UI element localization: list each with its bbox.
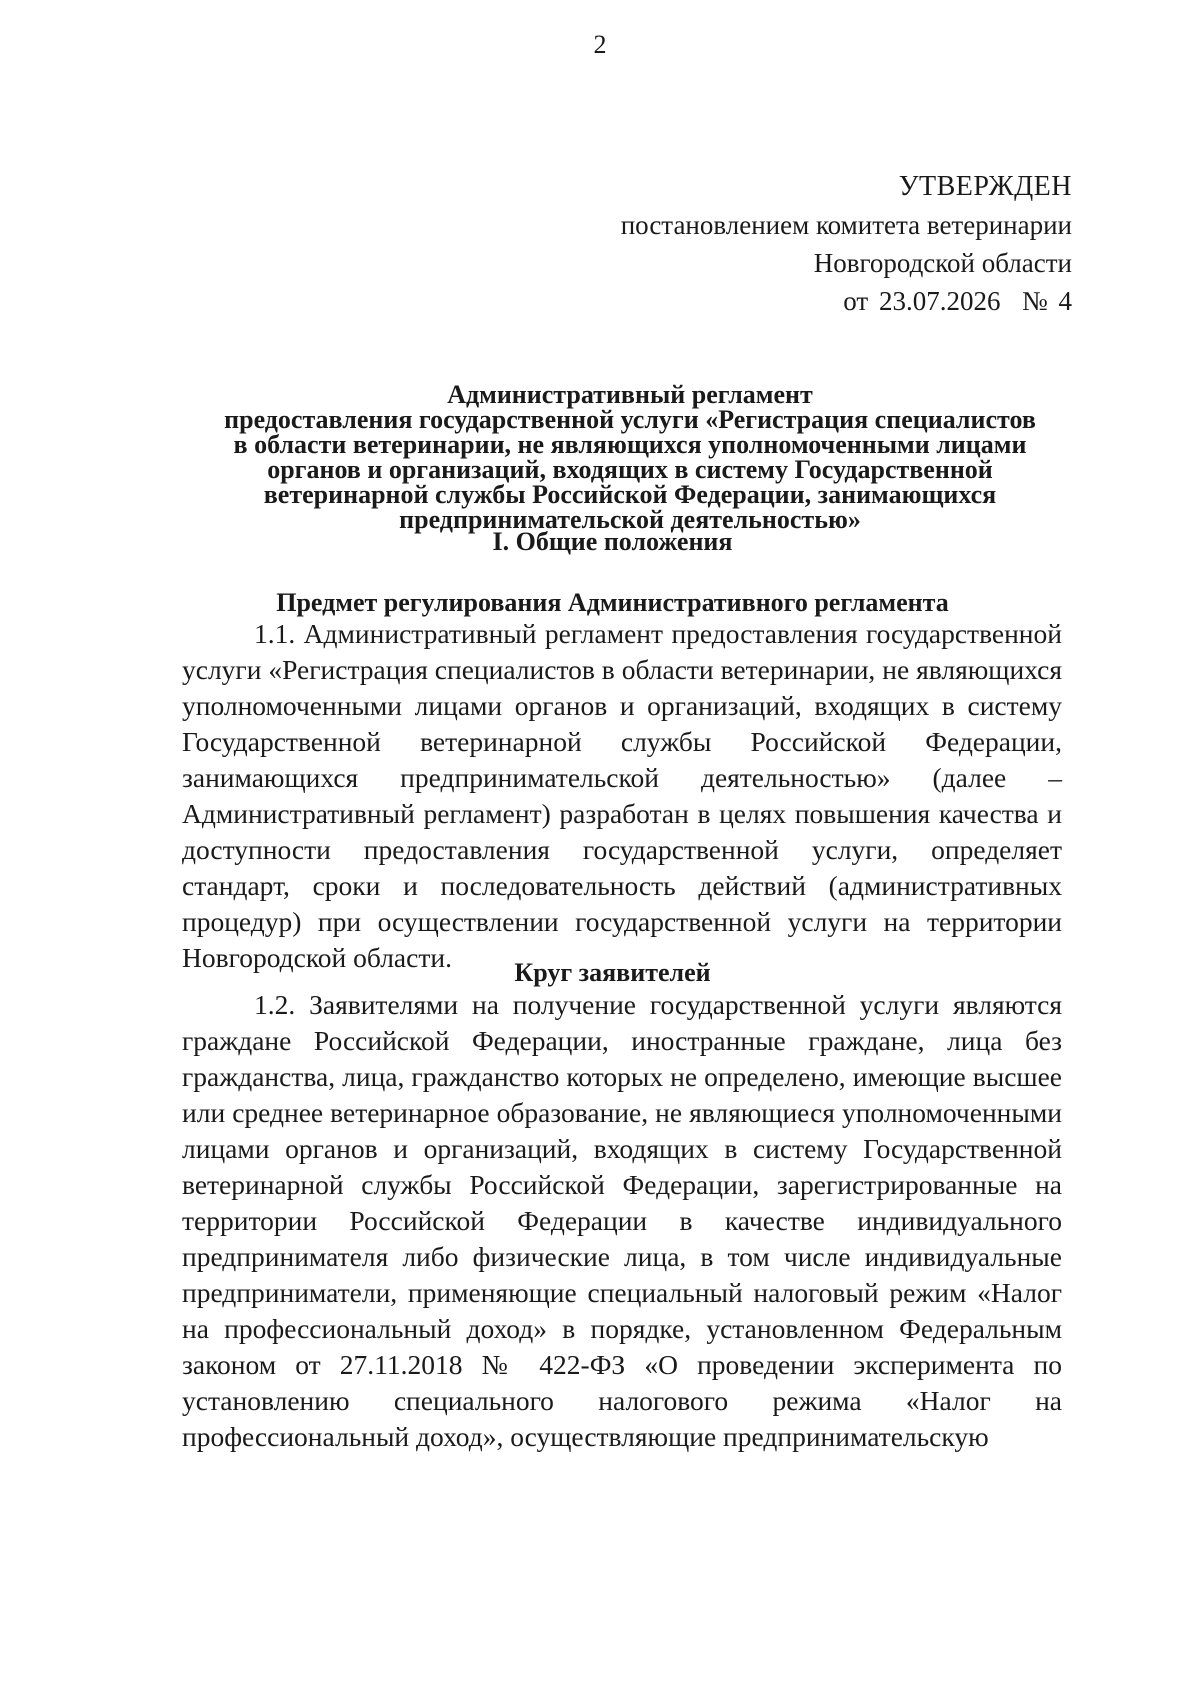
title-line-5: ветеринарной службы Российской Федерации, занимающихся: [263, 480, 997, 509]
document-title: [200, 382, 1060, 532]
paragraph-1-2: 1.2. Заявителями на получение государственной услуги являются граждане Российской Федерации, иностранные граждане, лица без гражданства, лица, гражданство которых не определено, имеющие высшее или среднее ветеринарное образование, не являющиеся уполномоченными лицами органов и организаций, входящих в систему Государственной ветеринарной службы Российской Федерации, зарегистрированные на территории Российской Федерации в качестве индивидуального предпринимателя либо физические лица, в том числе индивидуальные предприниматели, применяющие специальный налоговый режим «Налог на профессиональный доход» в порядке, установленном Федеральным законом от 27.11.2018 № 422-ФЗ «О проведении эксперимента по установлению специального налогового режима «Налог на профессиональный доход», осуществляющие предпринимательскую: [182, 989, 1062, 1452]
title-line-2: предоставления государственной услуги «Регистрация специалистов: [224, 405, 1036, 434]
approval-stamp-block: [621, 168, 1072, 320]
subsection-heading-subject: Предмет регулирования Административного регламента: [276, 588, 949, 617]
title-line-1: Административный регламент: [447, 380, 813, 409]
page-number: 2: [593, 30, 607, 59]
approval-title: УТВЕРЖДЕН: [898, 171, 1072, 202]
paragraph-1-1: 1.1. Административный регламент предоставления государственной услуги «Регистрация специалистов в области ветеринарии, не являющихся уполномоченными лицами органов и организаций, входящих в систему Государственной ветеринарной службы Российской Федерации, занимающихся предпринимательской деятельностью» (далее – Административный регламент) разработан в целях повышения качества и доступности предоставления государственной услуги, определяет стандарт, сроки и последовательность действий (административных процедур) при осуществлении государственной услуги на территории Новгородской области.: [182, 618, 1062, 973]
title-line-6: предпринимательской деятельностью»: [399, 505, 861, 534]
approval-line-1: постановлением комитета ветеринарии: [620, 210, 1072, 240]
approval-date-line: от 23.07.2026 № 4: [843, 286, 1072, 316]
section-heading-general-provisions: I. Общие положения: [492, 527, 733, 556]
approval-line-2: Новгородской области: [813, 248, 1072, 278]
subsection-heading-applicants: Круг заявителей: [514, 958, 711, 987]
title-line-3: в области ветеринарии, не являющихся уполномоченными лицами: [233, 430, 1027, 459]
title-line-4: органов и организаций, входящих в систему Государственной: [267, 455, 993, 484]
